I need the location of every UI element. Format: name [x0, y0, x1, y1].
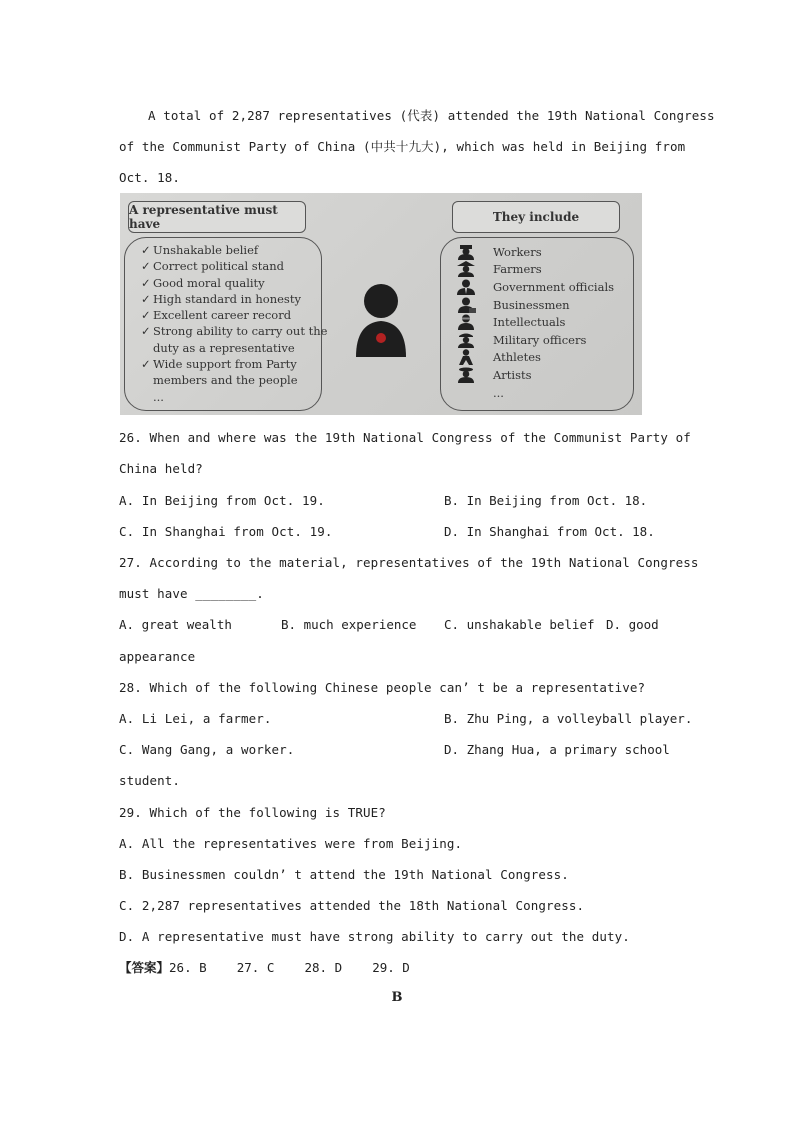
q27-option-d: D. good: [606, 617, 659, 632]
official-icon: [455, 279, 477, 295]
requirement-item: ✓ Strong ability to carry out the: [141, 324, 328, 339]
businessman-icon: [455, 297, 477, 313]
q28-stem: 28. Which of the following Chinese people can’ t be a representative?: [119, 680, 646, 695]
representative-silhouette-icon: [352, 281, 414, 361]
q29-option-c: C. 2,287 representatives attended the 18th National Congress.: [119, 898, 585, 913]
q26-option-a: A. In Beijing from Oct. 19.: [119, 493, 325, 508]
q26-option-c: C. In Shanghai from Oct. 19.: [119, 524, 333, 539]
check-icon: ✓: [141, 324, 151, 339]
q26-option-b: B. In Beijing from Oct. 18.: [444, 493, 648, 508]
category-item: Government officials: [455, 278, 633, 296]
q29-stem: 29. Which of the following is TRUE?: [119, 805, 386, 820]
q26-stem-2: China held?: [119, 461, 203, 476]
passage-line-3: Oct. 18.: [119, 170, 181, 185]
left-panel-title: A representative must have: [128, 201, 306, 233]
party-emblem-icon: [376, 333, 386, 343]
requirement-ellipsis: ...: [153, 389, 164, 404]
intellectual-icon: [455, 314, 477, 330]
check-icon: ✓: [141, 308, 151, 323]
q29-option-d: D. A representative must have strong ability to carry out the duty.: [119, 929, 630, 944]
check-icon: ✓: [141, 243, 151, 257]
category-item: Artists: [455, 366, 633, 384]
category-item: Workers: [455, 243, 633, 261]
category-item: Athletes: [455, 349, 633, 367]
categories-box: [440, 237, 634, 411]
q27-stem-2: must have ________.: [119, 586, 264, 601]
q27-option-b: B. much experience: [281, 617, 417, 632]
check-icon: ✓: [141, 275, 151, 290]
requirement-item-cont: members and the people: [153, 373, 298, 388]
requirement-item-cont: duty as a representative: [153, 340, 295, 355]
category-item: Military officers: [455, 331, 633, 349]
requirement-item: ✓ Excellent career record: [141, 308, 292, 323]
q27-option-d-cont: appearance: [119, 649, 196, 664]
infographic-figure: [120, 193, 642, 415]
category-item: Farmers: [455, 261, 633, 279]
worker-icon: [455, 244, 477, 260]
q28-option-d: D. Zhang Hua, a primary school: [444, 742, 670, 757]
farmer-icon: [455, 261, 477, 277]
requirements-box: [124, 237, 328, 411]
category-item: Intellectuals: [455, 313, 633, 331]
q27-option-c: C. unshakable belief: [444, 617, 595, 632]
q27-stem-1: 27. According to the material, representatives of the 19th National Congress: [119, 555, 699, 570]
requirement-item: ✓ High standard in honesty: [141, 291, 301, 306]
requirement-item: ✓ Wide support from Party: [141, 357, 297, 372]
requirements-list: [125, 238, 328, 405]
categories-list: [441, 238, 633, 401]
check-icon: ✓: [141, 291, 151, 306]
answer-tag: 【答案】: [119, 960, 170, 975]
q28-option-c: C. Wang Gang, a worker.: [119, 742, 295, 757]
q26-stem-1: 26. When and where was the 19th National Congress of the Communist Party of: [119, 430, 691, 445]
category-item: Businessmen: [455, 296, 633, 314]
passage-line-1: A total of 2,287 representatives (代表) attended the 19th National Congress: [148, 108, 715, 123]
requirement-item: ✓ Unshakable belief: [141, 243, 259, 257]
q26-option-d: D. In Shanghai from Oct. 18.: [444, 524, 655, 539]
check-icon: ✓: [141, 357, 151, 372]
right-panel-title: They include: [452, 201, 620, 233]
category-ellipsis: ...: [493, 385, 504, 400]
q28-option-a: A. Li Lei, a farmer.: [119, 711, 272, 726]
athlete-icon: [455, 349, 477, 365]
q28-option-d-cont: student.: [119, 773, 181, 788]
q27-option-a: A. great wealth: [119, 617, 232, 632]
answer-key: [119, 958, 410, 976]
requirement-item: ✓ Correct political stand: [141, 259, 284, 274]
check-icon: ✓: [141, 259, 151, 274]
military-icon: [455, 332, 477, 348]
section-label: B: [391, 990, 403, 1005]
requirement-item: ✓ Good moral quality: [141, 275, 265, 290]
q29-option-b: B. Businessmen couldn’ t attend the 19th National Congress.: [119, 867, 569, 882]
artist-icon: [455, 367, 477, 383]
passage-line-2: of the Communist Party of China (中共十九大), which was held in Beijing from: [119, 139, 686, 154]
q28-option-b: B. Zhu Ping, a volleyball player.: [444, 711, 693, 726]
answer-text: 26. B 27. C 28. D 29. D: [169, 960, 410, 975]
q29-option-a: A. All the representatives were from Beijing.: [119, 836, 463, 851]
